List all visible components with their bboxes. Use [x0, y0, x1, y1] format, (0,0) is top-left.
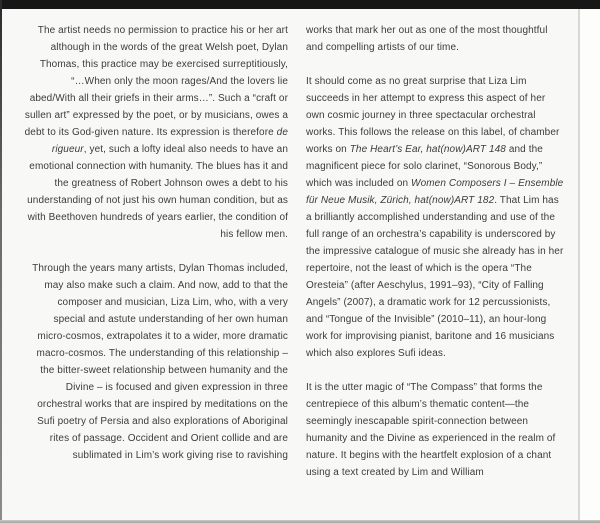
liner-notes-paragraph	[306, 379, 566, 481]
album-title-italic: The Heart’s Ear, hat(now)ART 148	[349, 144, 506, 155]
liner-notes-paragraph	[24, 22, 288, 243]
body-text: . That Lim has a brilliantly accomplished understanding and use of the full range of an orchestra’s capability is underscored by the impressive catalogue of music she already has in her repertoire, not the least of which is the opera “The Oresteia” (after Aeschylus, 1991–93), “City of Falling Angels” (2007), a dramatic work for 12 percussionists, and “Tongue of the Invisible” (2010–11), an hour-long work for improvising pianist, baritone and 16 musicians which also explores Sufi ideas.	[306, 195, 564, 359]
body-text: Through the years many artists, Dylan Thomas included, may also make such a claim. And now, add to that the composer and musician, Liza Lim, who, with a very special and astute understanding of her own human micro-cosmos, extrapolates it to a wider, more dramatic macro-cosmos. The understanding of this relationship – the bitter-sweet relationship between humanity and the Divine – is focused and given expression in three orchestral works that are inspired by meditations on the Sufi poetry of Persia and also explorations of Aboriginal rites of passage. Occident and Orient collide and are sublimated in Lim’s work giving rise to ravishing	[32, 263, 288, 461]
album-title-italic: Women Composers I – Ensemble für Neue Musik, Zürich, hat(now)ART 182	[306, 178, 564, 206]
liner-notes-right-column	[306, 22, 566, 481]
liner-notes-paragraph	[24, 260, 288, 464]
page-left-edge	[0, 0, 2, 523]
body-text: and the magnificent piece for solo clarinet, “Sonorous Body,” which was included on	[306, 144, 543, 189]
body-text: works that mark her out as one of the most thoughtful and compelling artists of our time.	[306, 25, 548, 53]
body-text: The artist needs no permission to practice his or her art although in the words of the great Welsh poet, Dylan Thomas, this practice may be exercised surreptitiously, “…When only the moon rages/And the lovers lie abed/With all their griefs in their arms…”. Such a “craft or sullen art” expressed by the poet, or by musicians, owes a debt to its God-given nature. Its expression is therefore	[24, 25, 288, 138]
body-text: , yet, such a lofty ideal also needs to have an emotional connection with humanity. The blues has it and the greatness of Robert Johnson owes a debt to his understanding of not just his own human condition, but as with Beethoven hundreds of years earlier, the condition of his fellow men.	[27, 144, 288, 240]
body-text: It is the utter magic of “The Compass” that forms the centrepiece of this album’s thematic content—the seemingly inescapable spirit-connection between humanity and the Divine as experienced in the realm of nature. It begins with the heartfelt explosion of a chant using a text created by Lim and William	[306, 382, 556, 478]
liner-notes-left-column	[24, 22, 288, 464]
page-fold-line	[578, 9, 580, 523]
page-top-edge	[0, 0, 600, 9]
liner-notes-paragraph	[306, 22, 566, 56]
page-right-margin	[580, 9, 600, 523]
body-text: It should come as no great surprise that Liza Lim succeeds in her attempt to express this aspect of her own cosmic journey in three spectacular orchestral works. This follows the release on this label, of chamber works on	[306, 76, 560, 155]
album-title-italic: de rigueur	[51, 127, 288, 155]
liner-notes-paragraph	[306, 73, 566, 362]
